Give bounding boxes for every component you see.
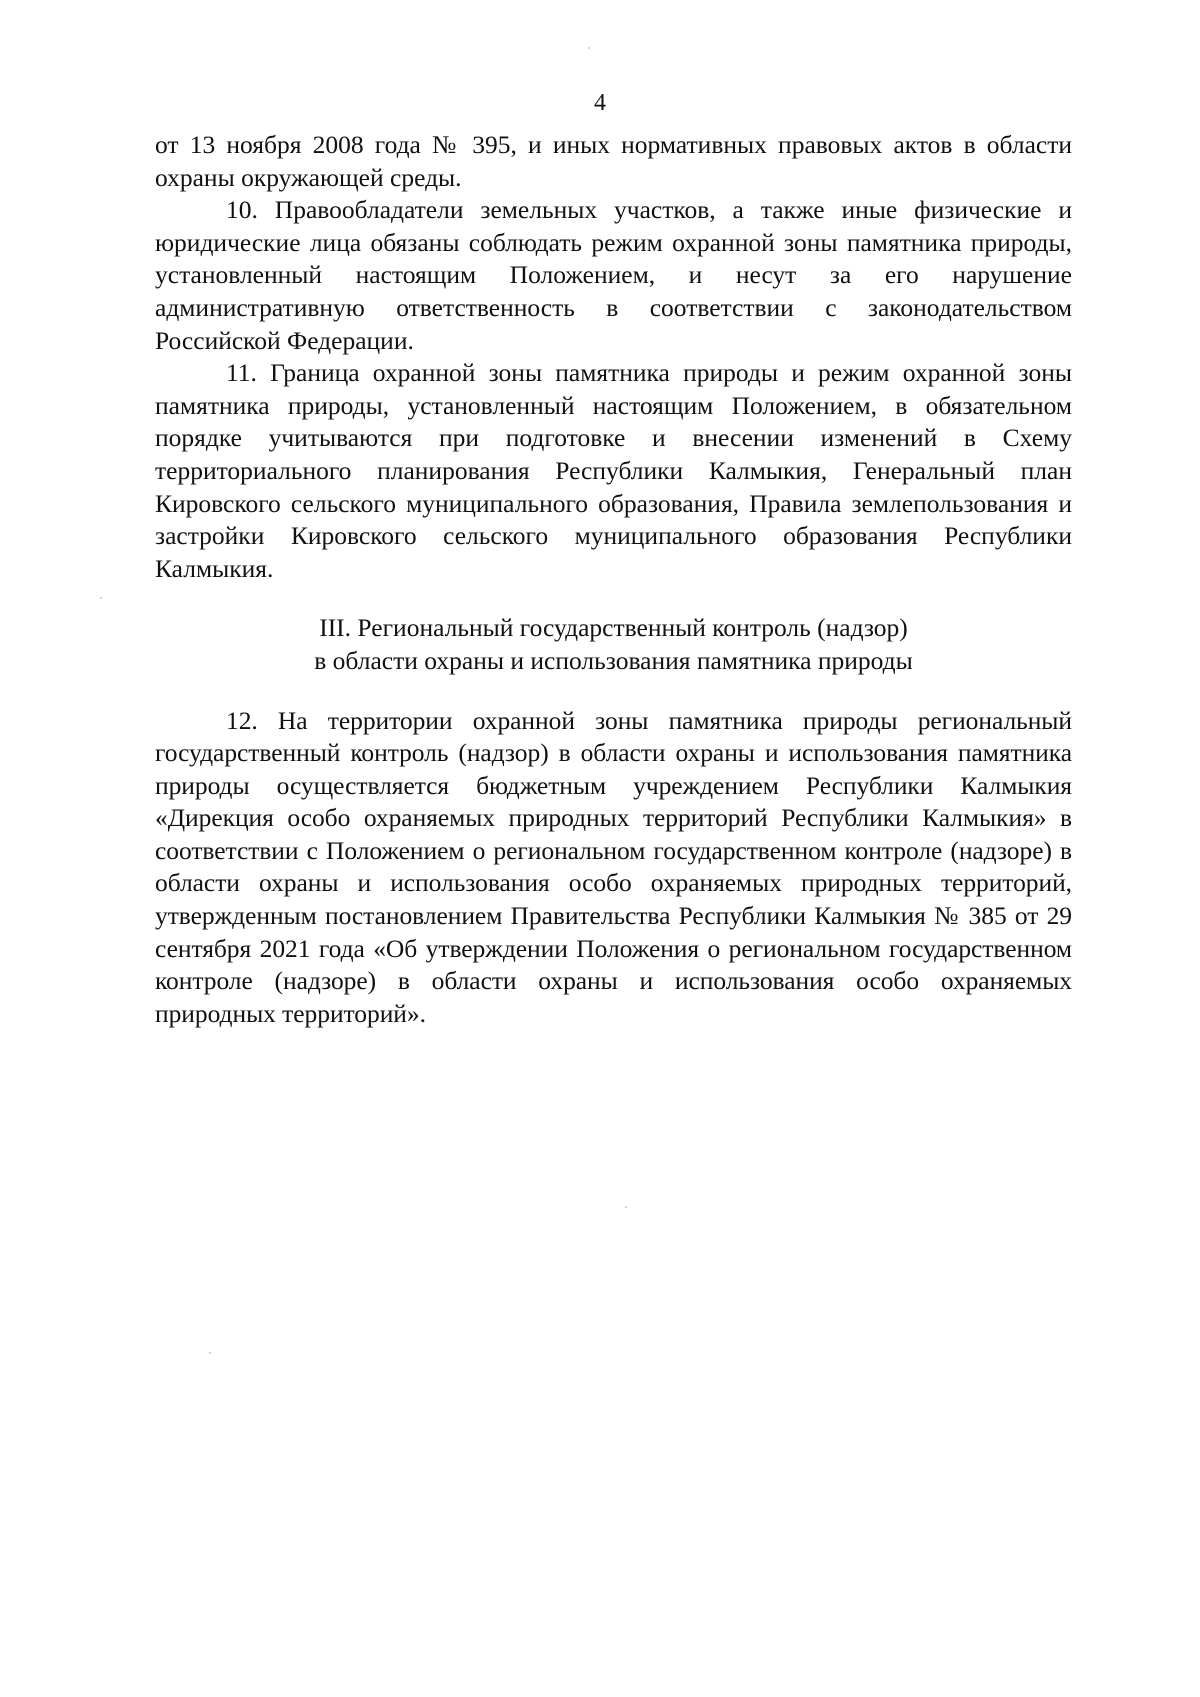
- scan-speck: [100, 597, 102, 599]
- paragraph-10: 10. Правообладатели земельных участков, а также иные физические и юридические лица обязаны соблюдать режим охранной зоны памятника природы, установленный настоящим Положением, и несут за его нарушение административную ответственность в соответствии с законодательством Российской Федерации.: [155, 195, 1072, 355]
- paragraph-12: 12. На территории охранной зоны памятника природы региональный государственный контроль (надзор) в области охраны и использования памятника природы осуществляется бюджетным учреждением Республики Калмыкия «Дирекция особо охраняемых природных территорий Республики Калмыкия» в соответствии с Положением о региональном государственном контроле (надзоре) в области охраны и использования особо охраняемых природных территорий, утвержденным постановлением Правительства Республики Калмыкия № 385 от 29 сентября 2021 года «Об утверждении Положения о региональном государственном контроле (надзоре) в области охраны и использования особо охраняемых природных территорий».: [155, 705, 1072, 1028]
- scan-speck: [209, 1352, 211, 1354]
- paragraph-continuation: от 13 ноября 2008 года № 395, и иных нормативных правовых актов в области охраны окружающей среды.: [155, 130, 1072, 192]
- scan-speck: [625, 1206, 627, 1208]
- document-body: [155, 129, 1072, 1030]
- page-number: 4: [594, 90, 606, 116]
- paragraph-11: 11. Граница охранной зоны памятника природы и режим охранной зоны памятника природы, установленный настоящим Положением, в обязательном порядке учитываются при подготовке и внесении изменений в Схему территориального планирования Республики Калмыкия, Генеральный план Кировского сельского муниципального образования, Правила землепользования и застройки Кировского сельского муниципального образования Республики Калмыкия.: [155, 358, 1072, 583]
- section-heading: [155, 612, 1072, 677]
- section-heading-line-2: в области охраны и использования памятника природы: [314, 645, 913, 675]
- scan-speck: [588, 47, 590, 49]
- section-heading-line-1: III. Региональный государственный контроль (надзор): [319, 613, 908, 643]
